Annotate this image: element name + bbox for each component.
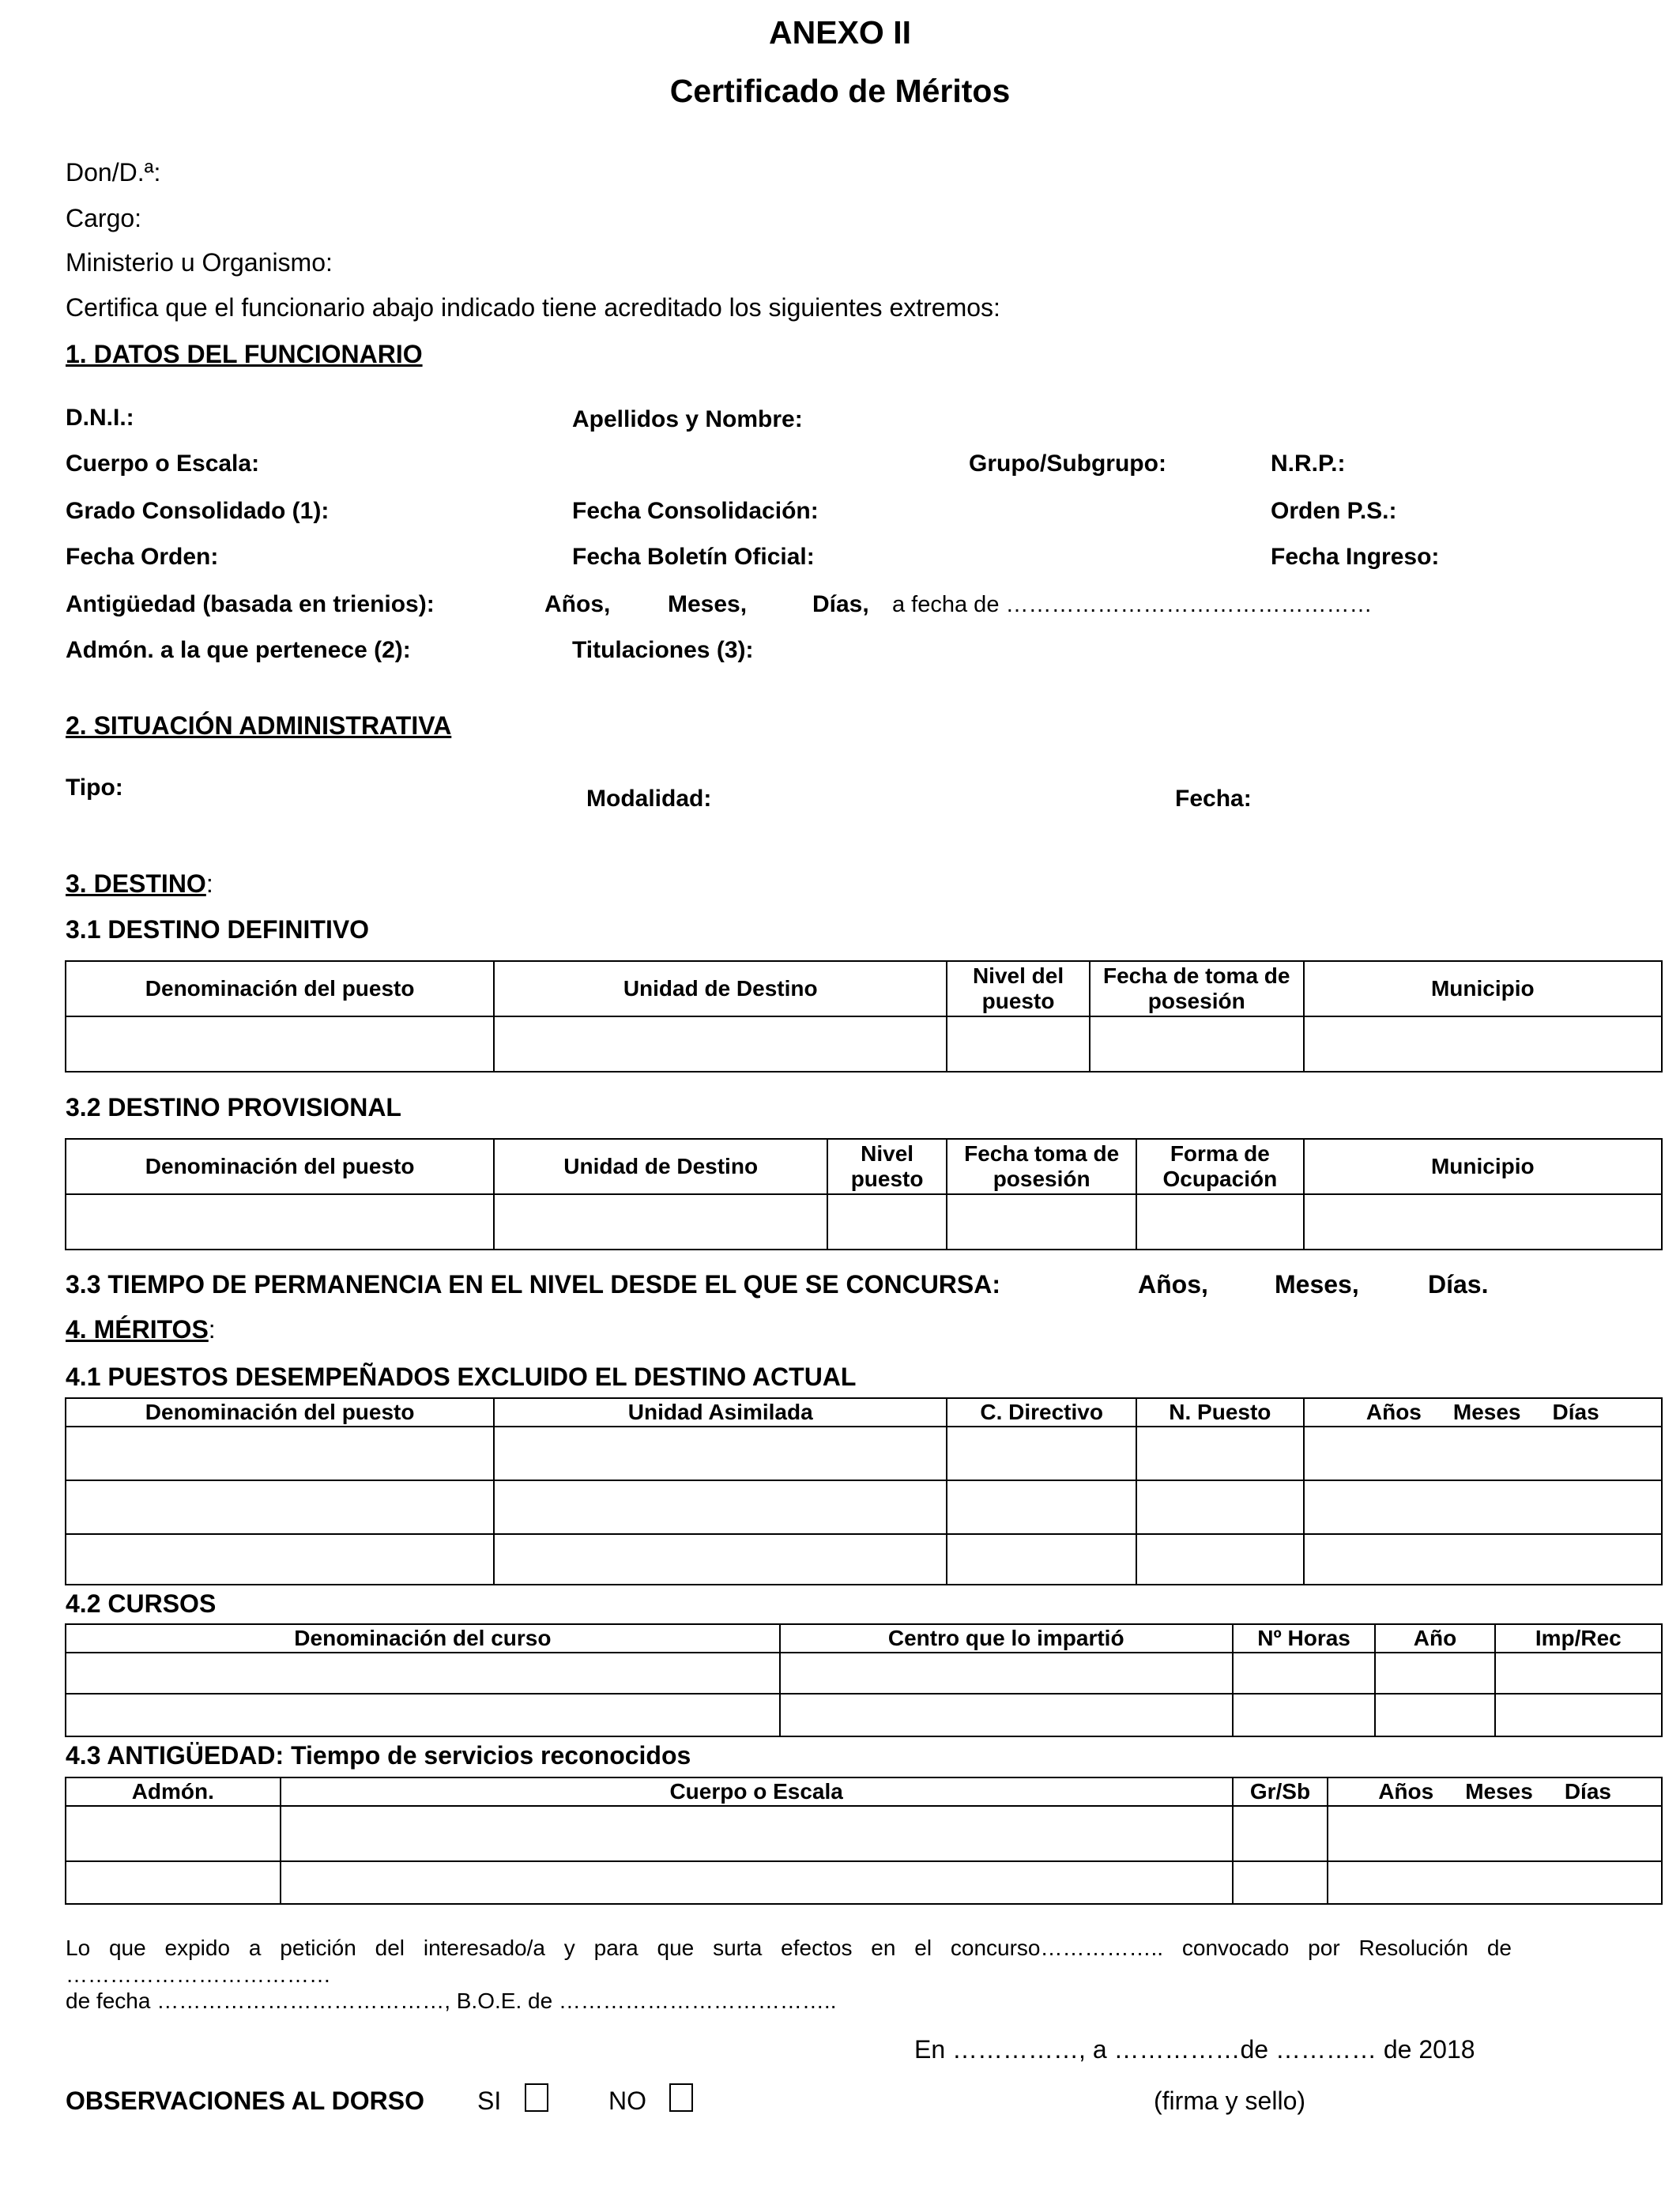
table-cell[interactable] — [494, 1480, 947, 1534]
time-columns-header: Años Meses Días — [1328, 1777, 1662, 1806]
table-cell[interactable] — [494, 1427, 947, 1480]
antiguedad-meses: Meses, — [668, 591, 748, 617]
admon-label: Admón. a la que pertenece (2): — [66, 637, 411, 663]
destino-definitivo-table — [65, 960, 1663, 1072]
table-cell[interactable] — [1495, 1694, 1662, 1736]
table-cell[interactable] — [66, 1427, 494, 1480]
table-cell[interactable] — [1495, 1653, 1662, 1694]
orden-ps-label: Orden P.S.: — [1271, 498, 1397, 524]
column-header: Denominación del puesto — [66, 1139, 494, 1194]
cargo-label: Cargo: — [66, 204, 142, 232]
column-header: Unidad Asimilada — [494, 1398, 947, 1427]
section2-heading: 2. SITUACIÓN ADMINISTRATIVA — [66, 711, 452, 740]
fecha-consolidacion-label: Fecha Consolidación: — [572, 498, 819, 524]
closing-line2: ……………………………… — [66, 1962, 331, 1987]
closing-line1: Lo que expido a petición del interesado/a y para que surta efectos en el concurso…………….. convocado por Resolución de — [66, 1936, 1512, 1960]
permanencia-label: 3.3 TIEMPO DE PERMANENCIA EN EL NIVEL DESDE EL QUE SE CONCURSA: — [66, 1270, 1001, 1299]
table-cell[interactable] — [1136, 1427, 1303, 1480]
ministerio-label: Ministerio u Organismo: — [66, 248, 333, 277]
tipo-label: Tipo: — [66, 775, 123, 801]
table-cell[interactable] — [1233, 1653, 1376, 1694]
table-cell[interactable] — [947, 1480, 1136, 1534]
table-cell[interactable] — [780, 1694, 1233, 1736]
column-header: Gr/Sb — [1233, 1777, 1328, 1806]
column-header: Nº Horas — [1233, 1624, 1376, 1653]
page-title: Certificado de Méritos — [669, 73, 1011, 109]
column-header: Municipio — [1304, 961, 1662, 1016]
table-cell[interactable] — [281, 1806, 1233, 1861]
table-cell[interactable] — [66, 1016, 494, 1072]
column-header: Año — [1375, 1624, 1494, 1653]
fecha-boletin-label: Fecha Boletín Oficial: — [572, 544, 815, 570]
table-cell[interactable] — [66, 1653, 780, 1694]
destino-definitivo-heading: 3.1 DESTINO DEFINITIVO — [66, 915, 370, 944]
antiguedad-dias: Días, — [812, 591, 869, 617]
column-header: Imp/Rec — [1495, 1624, 1662, 1653]
titulaciones-label: Titulaciones (3): — [572, 637, 754, 663]
table-cell[interactable] — [1304, 1427, 1662, 1480]
cursos-table — [65, 1623, 1663, 1737]
no-label: NO — [608, 2087, 646, 2115]
table-cell[interactable] — [494, 1194, 827, 1250]
section4-heading: 4. MÉRITOS: — [66, 1315, 216, 1344]
antiguedad-table — [65, 1777, 1663, 1905]
nrp-label: N.R.P.: — [1271, 450, 1346, 477]
column-header: N. Puesto — [1136, 1398, 1303, 1427]
table-cell[interactable] — [66, 1861, 281, 1904]
certifica-text: Certifica que el funcionario abajo indicado tiene acreditado los siguientes extremos: — [66, 293, 1000, 322]
antiguedad-anos: Años, — [544, 591, 611, 617]
table-cell[interactable] — [1233, 1806, 1328, 1861]
table-cell[interactable] — [1304, 1016, 1662, 1072]
observaciones-label: OBSERVACIONES AL DORSO — [66, 2087, 424, 2115]
table-cell[interactable] — [281, 1861, 1233, 1904]
column-header: Unidad de Destino — [494, 1139, 827, 1194]
section1-heading: 1. DATOS DEL FUNCIONARIO — [66, 340, 423, 368]
table-cell[interactable] — [1090, 1016, 1304, 1072]
fecha-orden-label: Fecha Orden: — [66, 544, 219, 570]
antiguedad-heading: 4.3 ANTIGÜEDAD: Tiempo de servicios reconocidos — [66, 1741, 691, 1770]
table-cell[interactable] — [494, 1016, 947, 1072]
column-header: Admón. — [66, 1777, 281, 1806]
table-cell[interactable] — [1328, 1806, 1662, 1861]
column-header: Denominación del puesto — [66, 961, 494, 1016]
grado-label: Grado Consolidado (1): — [66, 498, 330, 524]
annex-title: ANEXO II — [769, 14, 911, 51]
table-cell[interactable] — [947, 1427, 1136, 1480]
column-header: C. Directivo — [947, 1398, 1136, 1427]
closing-line3: de fecha …………………………………, B.O.E. de ……………………………….. — [66, 1989, 837, 2013]
dni-label: D.N.I.: — [66, 405, 134, 431]
table-cell[interactable] — [947, 1534, 1136, 1585]
permanencia-anos: Años, — [1138, 1270, 1208, 1299]
table-cell[interactable] — [66, 1694, 780, 1736]
si-label: SI — [477, 2087, 502, 2115]
table-cell[interactable] — [1375, 1653, 1494, 1694]
table-cell[interactable] — [1328, 1861, 1662, 1904]
cursos-heading: 4.2 CURSOS — [66, 1589, 217, 1618]
table-cell[interactable] — [780, 1653, 1233, 1694]
table-cell[interactable] — [1136, 1480, 1303, 1534]
column-header: Centro que lo impartió — [780, 1624, 1233, 1653]
table-cell[interactable] — [1136, 1534, 1303, 1585]
permanencia-dias: Días. — [1428, 1270, 1489, 1299]
table-cell[interactable] — [1304, 1194, 1662, 1250]
puestos-table — [65, 1397, 1663, 1585]
apellidos-label: Apellidos y Nombre: — [572, 406, 803, 432]
permanencia-meses: Meses, — [1275, 1270, 1359, 1299]
column-header: Municipio — [1304, 1139, 1662, 1194]
no-checkbox[interactable] — [669, 2083, 693, 2112]
column-header: Fecha de toma de posesión — [1090, 961, 1304, 1016]
table-cell[interactable] — [494, 1534, 947, 1585]
table-cell[interactable] — [1304, 1480, 1662, 1534]
table-cell[interactable] — [1136, 1194, 1303, 1250]
column-header: Unidad de Destino — [494, 961, 947, 1016]
column-header: Denominación del puesto — [66, 1398, 494, 1427]
don-label: Don/D.ª: — [66, 158, 161, 187]
table-cell[interactable] — [66, 1806, 281, 1861]
column-header: Forma de Ocupación — [1136, 1139, 1303, 1194]
table-cell[interactable] — [947, 1016, 1090, 1072]
table-cell[interactable] — [66, 1480, 494, 1534]
column-header: Nivel puesto — [827, 1139, 947, 1194]
firma-label: (firma y sello) — [1154, 2087, 1306, 2115]
column-header: Denominación del curso — [66, 1624, 780, 1653]
column-header: Cuerpo o Escala — [281, 1777, 1233, 1806]
antiguedad-label: Antigüedad (basada en trienios): — [66, 591, 435, 617]
column-header: Nivel del puesto — [947, 961, 1090, 1016]
table-cell[interactable] — [1375, 1694, 1494, 1736]
grupo-label: Grupo/Subgrupo: — [969, 450, 1166, 477]
destino-provisional-table — [65, 1138, 1663, 1250]
table-cell[interactable] — [66, 1194, 494, 1250]
cuerpo-label: Cuerpo o Escala: — [66, 450, 260, 477]
si-checkbox[interactable] — [525, 2083, 548, 2112]
table-cell[interactable] — [947, 1194, 1136, 1250]
modalidad-label: Modalidad: — [586, 786, 712, 812]
table-cell[interactable] — [1304, 1534, 1662, 1585]
time-columns-header: Años Meses Días — [1304, 1398, 1662, 1427]
table-cell[interactable] — [1233, 1861, 1328, 1904]
destino-provisional-heading: 3.2 DESTINO PROVISIONAL — [66, 1093, 401, 1122]
puestos-heading: 4.1 PUESTOS DESEMPEÑADOS EXCLUIDO EL DESTINO ACTUAL — [66, 1363, 857, 1391]
table-cell[interactable] — [827, 1194, 947, 1250]
a-fecha-de: a fecha de ………………………………………… — [892, 592, 1373, 617]
table-cell[interactable] — [66, 1534, 494, 1585]
table-cell[interactable] — [1233, 1694, 1376, 1736]
section3-heading: 3. DESTINO: — [66, 869, 213, 898]
place-date: En ……………, a ……………de ………… de 2018 — [914, 2035, 1475, 2064]
column-header: Fecha toma de posesión — [947, 1139, 1136, 1194]
fecha-label: Fecha: — [1175, 786, 1252, 812]
fecha-ingreso-label: Fecha Ingreso: — [1271, 544, 1440, 570]
